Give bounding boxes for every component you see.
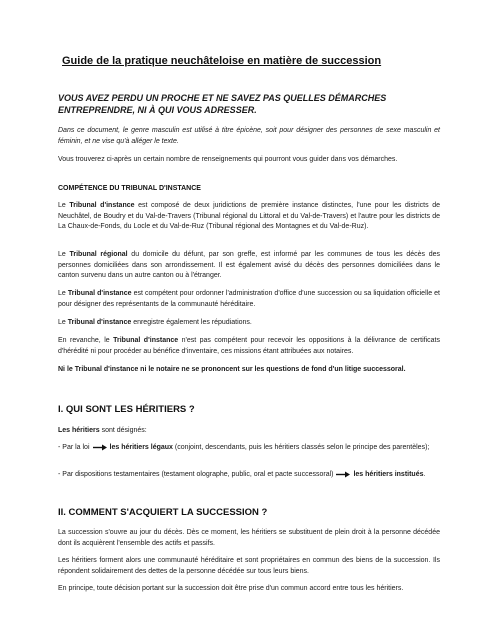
- heirs-intro: [58, 426, 440, 437]
- heirs-by-law-item: [58, 443, 440, 454]
- instituted-heirs-term: les héritiers institués: [353, 471, 424, 478]
- testament-prefix: - Par dispositions testamentaires (testament olographe, public, oral et pacte successoral): [58, 471, 334, 478]
- heirs-suffix: sont désignés:: [99, 427, 147, 434]
- heirs-label: Les héritiers: [58, 427, 100, 434]
- document-subtitle: VOUS AVEZ PERDU UN PROCHE ET NE SAVEZ PAS QUELLES DÉMARCHES ENTREPRENDRE, NI À QUI VOUS ADRESSER.: [58, 93, 387, 115]
- law-body: (conjoint, descendants, puis les héritiers classés selon le principe des parentèles);: [172, 444, 430, 451]
- gender-note-paragraph: Dans ce document, le genre masculin est utilisé à titre épicène, soit pour désigner des personnes de sexe masculin et féminin, et ne vise qu'à alléger le texte.: [58, 127, 440, 145]
- acquisition-paragraph-1: La succession s'ouvre au jour du décès. Dès ce moment, les héritiers se substituent de plein droit à la personne décédée dont ils acquièrent l'ensemble des actifs et passifs.: [58, 529, 440, 547]
- competence-paragraph-3: [58, 289, 440, 310]
- competence-paragraph-4: [58, 318, 440, 329]
- paragraph-body: est compétent pour ordonner l'administration d'office d'une succession ou sa liquidation officielle et pour désigner des représentants de la communauté héréditaire.: [58, 290, 440, 308]
- paragraph-prefix: En revanche, le: [58, 337, 114, 344]
- law-prefix: - Par la loi: [58, 444, 90, 451]
- document-title: Guide de la pratique neuchâteloise en matière de succession: [62, 55, 382, 67]
- testament-body: .: [423, 471, 426, 478]
- arrow-right-icon: [336, 471, 350, 478]
- competence-paragraph-1: [58, 201, 440, 233]
- heirs-by-testament-item: [58, 470, 440, 481]
- paragraph-body: enregistre également les répudiations.: [131, 319, 252, 326]
- paragraph-body: du domicile du défunt, par son greffe, est informé par les communes de tous les décès des personnes domiciliées dans son arrondissement. Il est également avisé du décès des personnes domiciliées dans le canton survenu dans un autre canton ou à l'étranger.: [58, 251, 440, 279]
- competence-paragraph-2: [58, 250, 440, 282]
- competence-paragraph-6: Ni le Tribunal d'instance ni le notaire ne se prononcent sur les questions de fond d'un litige successoral.: [58, 366, 406, 373]
- acquisition-paragraph-2: Les héritiers forment alors une communauté héréditaire et sont propriétaires en commun des biens de la succession. Ils répondent solidairement des dettes de la personne décédée sur tous leurs biens.: [58, 557, 440, 575]
- tribunal-instance-term: Tribunal d'instance: [67, 290, 132, 297]
- tribunal-instance-term: Tribunal d'instance: [67, 319, 132, 326]
- paragraph-prefix: Le: [58, 251, 70, 258]
- tribunal-instance-term: Tribunal d'instance: [69, 202, 135, 209]
- legal-heirs-term: les héritiers légaux: [109, 444, 173, 451]
- tribunal-instance-term: Tribunal d'instance: [113, 337, 179, 344]
- section-heading-acquisition: II. COMMENT S'ACQUIERT LA SUCCESSION ?: [58, 507, 268, 518]
- competence-heading: COMPÉTENCE DU TRIBUNAL D'INSTANCE: [58, 185, 201, 192]
- paragraph-prefix: Le: [58, 202, 70, 209]
- intro-paragraph: Vous trouverez ci-après un certain nombre de renseignements qui pourront vous guider dans vos démarches.: [58, 156, 398, 163]
- competence-paragraph-5: [58, 336, 440, 357]
- paragraph-prefix: Le: [58, 319, 68, 326]
- paragraph-body: est composé de deux juridictions de première instance distinctes, l'une pour les districts de Neuchâtel, de Boudry et du Val-de-Travers (Tribunal régional du Littoral et du Val-de-Travers) et l'autre pour les districts de La Chaux-de-Fonds, du Locle et du Val-de-Ruz (Tribunal régional des Montagnes et du Val-de-Ruz).: [58, 202, 440, 230]
- acquisition-paragraph-3: En principe, toute décision portant sur la succession doit être prise d'un commun accord entre tous les héritiers.: [58, 585, 404, 592]
- paragraph-body: n'est pas compétent pour recevoir les oppositions à la délivrance de certificats d'hérédité ni pour procéder au bénéfice d'inventaire, ces missions étant attribuées aux notaires.: [58, 337, 441, 355]
- arrow-right-icon: [93, 444, 107, 451]
- paragraph-prefix: Le: [58, 290, 68, 297]
- section-heading-heirs: I. QUI SONT LES HÉRITIERS ?: [58, 404, 195, 415]
- tribunal-regional-term: Tribunal régional: [69, 251, 128, 258]
